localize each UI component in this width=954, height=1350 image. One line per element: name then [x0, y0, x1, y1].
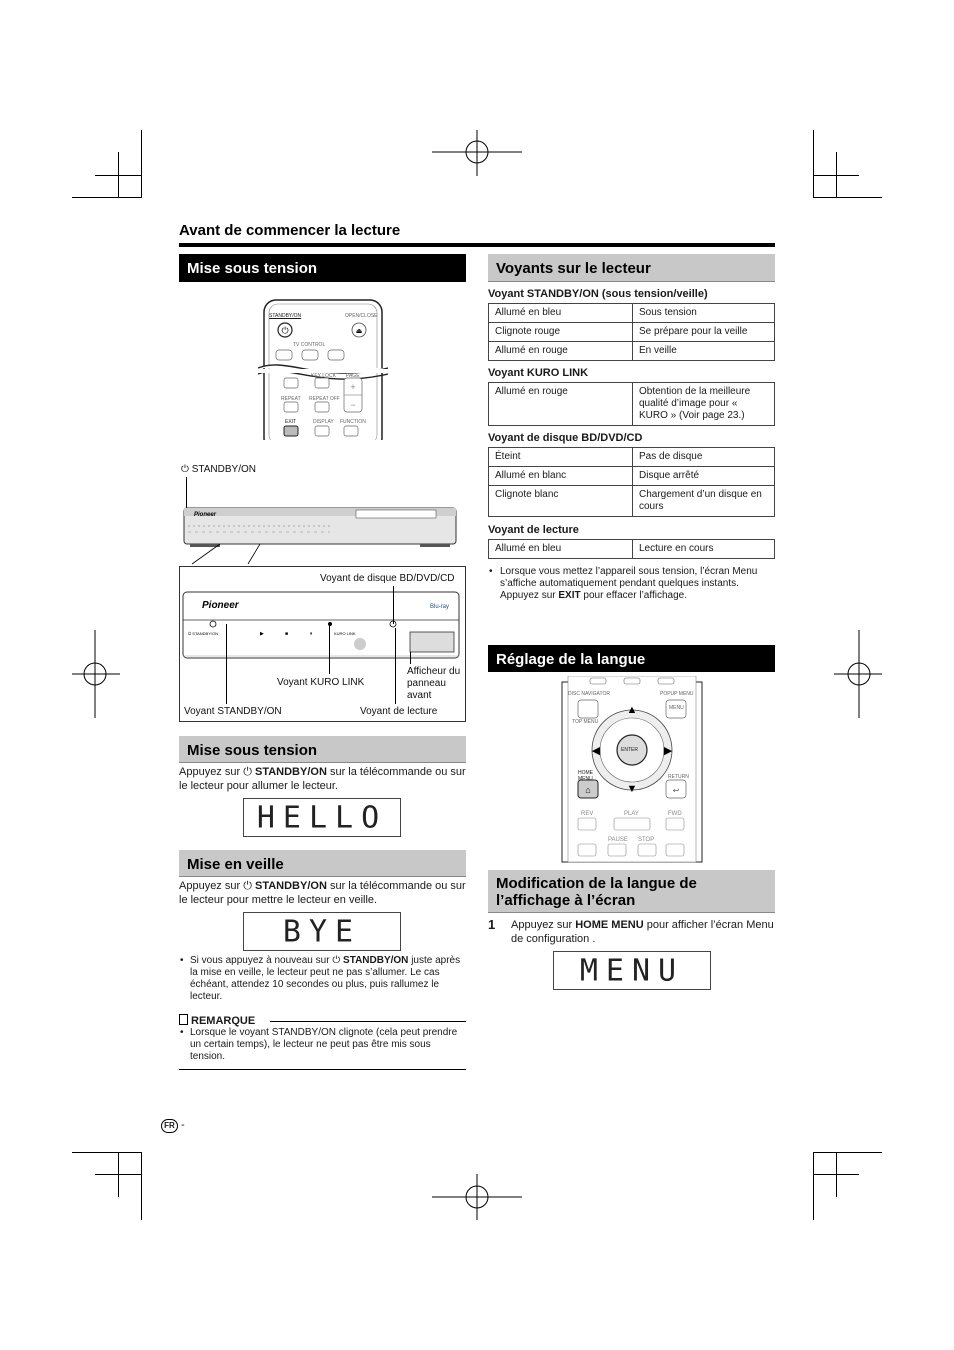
crop-mark	[72, 197, 141, 198]
crop-mark	[813, 197, 882, 198]
step-1-text	[511, 918, 775, 946]
label-standby-indicator: Voyant STANDBY/ON	[184, 706, 282, 717]
step-number: 1	[488, 917, 496, 932]
svg-text:◀: ◀	[591, 745, 601, 757]
remote-label-open-close: OPEN/CLOSE	[345, 313, 378, 319]
note-rule	[270, 1021, 466, 1022]
text-fragment: sur la télécommande ou sur le lecteur pour mettre le lecteur en veille.	[179, 880, 466, 906]
section-title-language: Réglage de la langue	[488, 645, 775, 672]
table-row	[489, 342, 775, 361]
callout-line	[393, 586, 394, 624]
note-icon	[179, 1014, 188, 1025]
text-fragment: Appuyez sur	[511, 919, 573, 931]
section-title-power-on-2: Mise sous tension	[179, 736, 466, 763]
crop-mark	[813, 1152, 882, 1153]
power-icon: ⏻	[243, 766, 252, 778]
crop-mark	[141, 1152, 142, 1220]
table-row	[489, 383, 775, 426]
standby-instructions	[179, 879, 466, 907]
header-rule	[179, 243, 775, 247]
table-cell: Éteint	[489, 448, 633, 467]
power-icon: ⏻	[243, 880, 252, 892]
svg-text:Blu-ray: Blu-ray	[430, 604, 450, 610]
crop-mark	[141, 130, 142, 198]
table-cell: Obtention de la meilleure qualité d’image pour « KURO » (Voir page 23.)	[633, 383, 775, 426]
section-title-osd-language: Modification de la langue de l’affichage à l’écran	[488, 870, 775, 913]
registration-mark-bottom	[430, 1172, 524, 1222]
crop-mark	[118, 152, 119, 197]
table-title-disc: Voyant de disque BD/DVD/CD	[488, 432, 643, 444]
crop-mark	[813, 130, 814, 198]
table-cell: En veille	[633, 342, 775, 361]
remote-label-exit: EXIT	[285, 419, 297, 425]
remote-label-page: PAGE	[346, 373, 360, 379]
table-cell: Clignote rouge	[489, 323, 633, 342]
svg-text:↩: ↩	[672, 786, 680, 795]
text-fragment: Si vous appuyez à nouveau sur	[190, 955, 330, 966]
remote-label-key-lock: KEY LOCK	[311, 373, 336, 379]
svg-text:Pioneer: Pioneer	[194, 512, 217, 518]
callout-line	[395, 628, 396, 704]
table-row	[489, 540, 775, 559]
table-row	[489, 467, 775, 486]
crop-mark	[72, 1152, 141, 1153]
indicator-table-kuro	[488, 382, 775, 426]
text-fragment: Appuyez sur	[179, 880, 241, 892]
note-title: REMARQUE	[191, 1015, 256, 1027]
text-fragment: pour afficher l’écran Menu de configuration .	[511, 919, 774, 945]
remote-label-disc-navigator: DISC NAVIGATOR	[568, 691, 610, 697]
svg-text:▶: ▶	[260, 631, 264, 637]
standby-on-label	[181, 464, 256, 476]
table-cell: Allumé en bleu	[489, 304, 633, 323]
svg-text:⏸: ⏸	[310, 631, 313, 637]
bluray-player-illustration	[180, 500, 465, 570]
remote-label-rev: REV	[581, 811, 594, 817]
indicators-note-bullet	[500, 566, 775, 602]
remote-label-home-menu: HOME MENU	[578, 770, 593, 782]
crop-mark	[836, 152, 837, 197]
remote-label-function: FUNCTION	[340, 419, 366, 425]
svg-text:KURO LINK: KURO LINK	[334, 631, 356, 636]
table-cell: Chargement d’un disque en cours	[633, 486, 775, 517]
standby-note-bullet	[190, 955, 465, 1003]
remote-label-top-menu: TOP MENU	[572, 719, 599, 725]
table-cell: Pas de disque	[633, 448, 775, 467]
callout-line	[329, 624, 330, 674]
svg-text:▼: ▼	[626, 783, 638, 795]
table-cell: Allumé en rouge	[489, 383, 633, 426]
text-bold: EXIT	[558, 590, 581, 601]
bullet-marker: •	[180, 1027, 184, 1038]
note-bottom-rule	[179, 1069, 466, 1070]
table-cell: Allumé en rouge	[489, 342, 633, 361]
table-cell: Se prépare pour la veille	[633, 323, 775, 342]
remote-label-standby: STANDBY/ON	[269, 313, 302, 319]
table-title-play: Voyant de lecture	[488, 524, 579, 536]
svg-text:⏻: ⏻	[281, 326, 289, 337]
page-header-title: Avant de commencer la lecture	[179, 222, 401, 239]
text-bold: STANDBY/ON	[254, 880, 327, 892]
remote-label-stop: STOP	[638, 837, 655, 843]
remote-label-return: RETURN	[668, 774, 689, 780]
registration-mark-top	[430, 128, 524, 178]
remote-label-fwd: FWD	[668, 811, 682, 817]
remote-label-popup-menu: POPUP MENU	[660, 691, 694, 697]
registration-mark-left	[70, 628, 122, 720]
svg-text:−: −	[350, 400, 356, 410]
svg-text:Pioneer: Pioneer	[202, 600, 239, 611]
text-fragment: sur la télécommande ou sur le lecteur pour allumer le lecteur.	[179, 766, 466, 792]
remote-label-menu: MENU	[669, 705, 684, 711]
lcd-text: HELLO	[256, 800, 388, 835]
remote-label-enter: ENTER	[621, 747, 638, 753]
section-title-power-on: Mise sous tension	[179, 254, 466, 282]
table-title-standby: Voyant STANDBY/ON (sous tension/veille)	[488, 288, 708, 300]
page-number-suffix: -	[181, 1119, 185, 1131]
section-title-standby: Mise en veille	[179, 850, 466, 877]
svg-text:▲: ▲	[626, 704, 638, 716]
table-row	[489, 486, 775, 517]
crop-mark	[813, 1152, 814, 1220]
text-bold: STANDBY/ON	[254, 766, 327, 778]
text-fragment: Appuyez sur	[179, 766, 241, 778]
indicator-table-standby	[488, 303, 775, 361]
lcd-display-menu	[553, 951, 711, 990]
power-icon: ⏻	[181, 464, 189, 475]
callout-line	[226, 624, 227, 704]
table-row	[489, 304, 775, 323]
bullet-marker: •	[180, 955, 184, 966]
indicator-table-play	[488, 539, 775, 559]
label-disc-indicator: Voyant de disque BD/DVD/CD	[320, 573, 455, 584]
table-cell: Allumé en blanc	[489, 467, 633, 486]
indicator-table-disc	[488, 447, 775, 517]
lcd-text: BYE	[282, 914, 362, 949]
table-row	[489, 448, 775, 467]
lcd-display-bye	[243, 912, 401, 951]
note-text: Lorsque le voyant STANDBY/ON clignote (cela peut prendre un certain temps), le lecteur ne peut pas être mis sous tension.	[190, 1027, 458, 1062]
table-cell: Disque arrêté	[633, 467, 775, 486]
svg-text:⏏: ⏏	[355, 327, 363, 335]
table-cell: Lecture en cours	[633, 540, 775, 559]
label-kuro-link-indicator: Voyant KURO LINK	[277, 677, 365, 688]
crop-mark	[118, 1152, 119, 1197]
lcd-text: MENU	[579, 953, 685, 988]
text-fragment: juste après la mise en veille, le lecteur peut ne pas s’allumer. Le cas échéant, attendez 10 secondes ou plus, puis rallumez le lecteur.	[190, 955, 461, 1002]
power-on-instructions	[179, 765, 466, 793]
remote-label-repeat: REPEAT	[281, 396, 301, 402]
standby-on-label-text: STANDBY/ON	[191, 464, 256, 475]
registration-mark-right	[832, 628, 884, 720]
front-panel-zoom	[180, 590, 464, 660]
remote-label-repeat-off: REPEAT OFF	[309, 396, 340, 402]
remote-label-play: PLAY	[624, 811, 639, 817]
remote-label-pause: PAUSE	[608, 837, 628, 843]
text-fragment: Lorsque vous mettez l’appareil sous tension, l’écran Menu s’affiche automatiquement pendant quelques instants. Appuyez sur	[500, 566, 758, 601]
table-title-kuro: Voyant KURO LINK	[488, 367, 589, 379]
power-icon: ⏻	[332, 955, 341, 966]
table-row	[489, 323, 775, 342]
text-bold: STANDBY/ON	[343, 955, 409, 966]
text-fragment: pour effacer l’affichage.	[583, 590, 687, 601]
label-play-indicator: Voyant de lecture	[360, 706, 438, 717]
section-title-indicators: Voyants sur le lecteur	[488, 254, 775, 282]
svg-text:⌂: ⌂	[585, 785, 591, 795]
table-cell: Clignote blanc	[489, 486, 633, 517]
lcd-display-hello	[243, 798, 401, 837]
table-cell: Allumé en bleu	[489, 540, 633, 559]
svg-text:■: ■	[285, 631, 289, 637]
svg-text:⏻ STANDBY/ON: ⏻ STANDBY/ON	[188, 631, 218, 636]
remote-label-tv-control: TV CONTROL	[293, 342, 326, 348]
note-heading	[179, 1014, 255, 1027]
remote-label-display: DISPLAY	[313, 419, 334, 425]
bullet-marker: •	[489, 566, 493, 577]
label-front-display: Afficheur du panneau avant	[407, 666, 461, 701]
callout-line	[410, 652, 411, 664]
svg-text:+: +	[350, 382, 356, 392]
table-cell: Sous tension	[633, 304, 775, 323]
language-badge: FR	[161, 1119, 178, 1133]
text-bold: HOME MENU	[575, 919, 644, 931]
crop-mark	[836, 1152, 837, 1197]
svg-text:▶: ▶	[663, 745, 673, 757]
